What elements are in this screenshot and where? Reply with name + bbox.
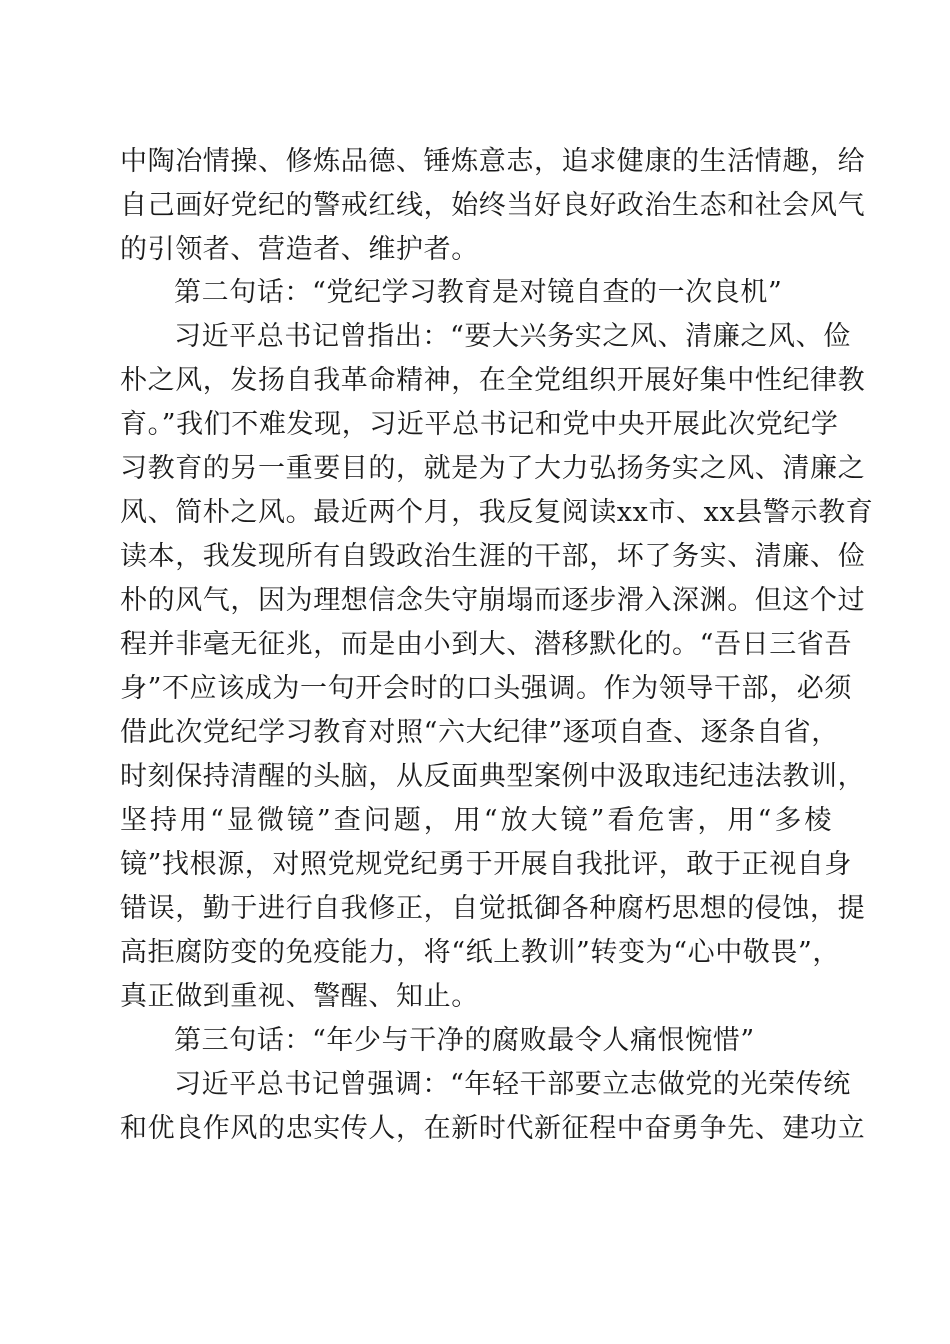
- body-line-22: 习近平总书记曾强调：“年轻干部要立志做党的光荣传统: [174, 1069, 851, 1100]
- body-line-3: 的引领者、营造者、维护者。: [120, 234, 479, 265]
- body-line-1: 中陶冶情操、修炼品德、锤炼意志，追求健康的生活情趣，给: [120, 146, 866, 177]
- section-heading-2: 第二句话：“党纪学习教育是对镜自查的一次良机”: [174, 277, 783, 308]
- body-line-23: 和优良作风的忠实传人，在新时代新征程中奋勇争先、建功立: [120, 1113, 866, 1144]
- body-line-2: 自己画好党纪的警戒红线，始终当好良好政治生态和社会风气: [120, 190, 866, 221]
- body-line-15: 时刻保持清醒的头脑，从反面典型案例中汲取违纪违法教训，: [120, 761, 866, 792]
- body-line-16: 坚持用“显微镜”查问题，用“放大镜”看危害，用“多棱: [120, 805, 832, 836]
- body-line-13: 身”不应该成为一句开会时的口头强调。作为领导干部，必须: [120, 673, 853, 704]
- body-line-17: 镜”找根源，对照党规党纪勇于开展自我批评，敢于正视自身: [120, 849, 853, 880]
- body-line-12: 程并非毫无征兆，而是由小到大、潜移默化的。“吾日三省吾: [120, 629, 853, 660]
- body-line-5: 习近平总书记曾指出：“要大兴务实之风、清廉之风、俭: [174, 321, 851, 352]
- body-line-11: 朴的风气，因为理想信念失守崩塌而逐步滑入深渊。但这个过: [120, 585, 866, 616]
- body-line-8: 习教育的另一重要目的，就是为了大力弘扬务实之风、清廉之: [120, 453, 866, 484]
- body-line-10: 读本，我发现所有自毁政治生涯的干部，坏了务实、清廉、俭: [120, 541, 866, 572]
- body-line-7: 育。”我们不难发现，习近平总书记和党中央开展此次党纪学: [120, 409, 839, 440]
- body-line-6: 朴之风，发扬自我革命精神，在全党组织开展好集中性纪律教: [120, 365, 866, 396]
- body-line-19: 高拒腐防变的免疫能力，将“纸上教训”转变为“心中敬畏”，: [120, 937, 841, 968]
- body-line-9: 风、简朴之风。最近两个月，我反复阅读xx市、xx县警示教育: [120, 497, 874, 528]
- body-line-18: 错误，勤于进行自我修正，自觉抵御各种腐朽思想的侵蚀，提: [120, 893, 866, 924]
- section-heading-3: 第三句话：“年少与干净的腐败最令人痛恨惋惜”: [174, 1025, 755, 1056]
- body-line-14: 借此次党纪学习教育对照“六大纪律”逐项自查、逐条自省，: [120, 717, 839, 748]
- body-line-20: 真正做到重视、警醒、知止。: [120, 981, 479, 1012]
